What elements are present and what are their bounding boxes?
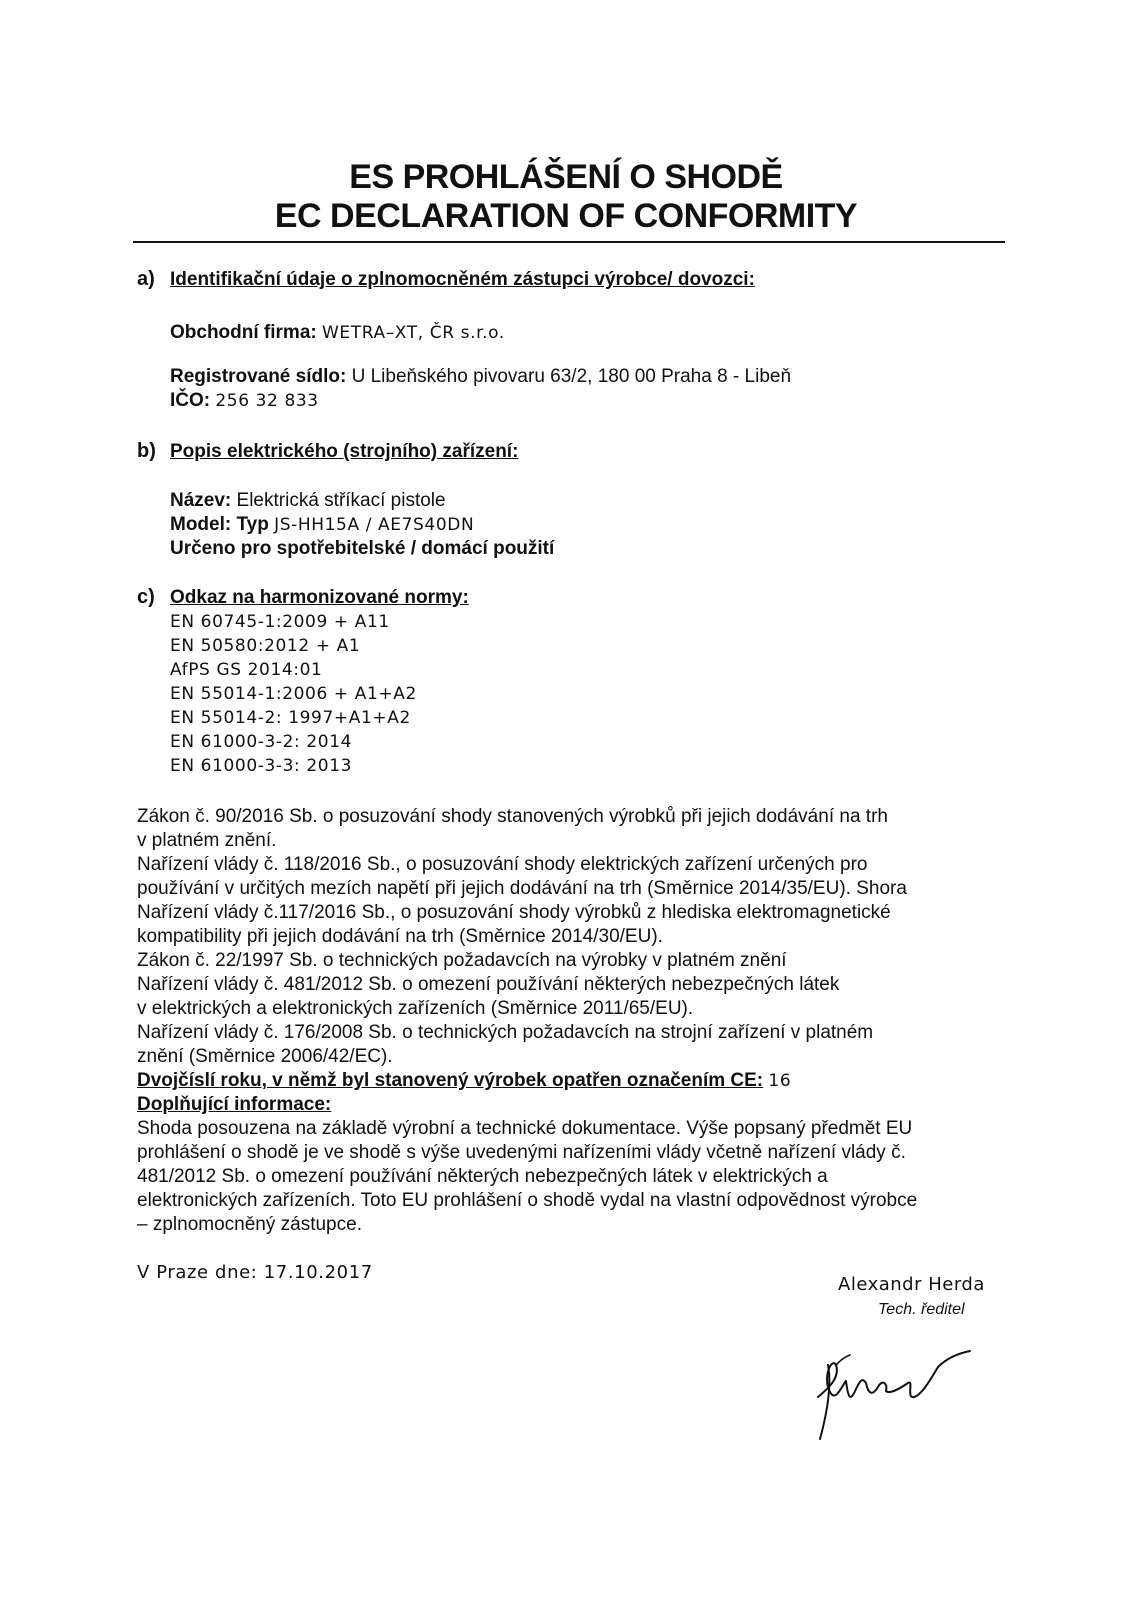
ce-year-line: [137, 1070, 791, 1092]
model-line: [170, 514, 474, 536]
additional-line: Shoda posouzena na základě výrobní a technické dokumentace. Výše popsaný předmět EU: [137, 1118, 913, 1139]
company-label: Obchodní firma:: [170, 322, 317, 343]
legal-line: kompatibility při jejich dodávání na trh (Směrnice 2014/30/EU).: [137, 926, 663, 947]
norm-item: EN 60745-1:2009 + A11: [170, 612, 390, 632]
legal-line: Zákon č. 90/2016 Sb. o posuzování shody stanovených výrobků při jejich dodávání na trh: [137, 806, 888, 827]
seat-value: U Libeňského pivovaru 63/2, 180 00 Praha 8 - Libeň: [351, 366, 792, 387]
additional-line: elektronických zařízeních. Toto EU prohlášení o shodě vydal na vlastní odpovědnost výrobce: [137, 1190, 918, 1211]
name-value: Elektrická stříkací pistole: [236, 490, 446, 511]
signatory-role: Tech. ředitel: [878, 1301, 965, 1318]
legal-line: Nařízení vlády č. 176/2008 Sb. o technických požadavcích na strojní zařízení v platném: [137, 1022, 874, 1043]
ico-label: IČO:: [170, 390, 211, 411]
additional-line: prohlášení o shodě je ve shodě s výše uvedenými nařízeními vlády včetně nařízení vlády č.: [137, 1142, 906, 1163]
legal-line: v platném znění.: [137, 830, 277, 851]
legal-line: Nařízení vlády č. 481/2012 Sb. o omezení používání některých nebezpečných látek: [137, 974, 840, 995]
name-line: [170, 490, 446, 512]
name-label: Název:: [170, 490, 232, 511]
section-b-marker: b): [137, 440, 156, 462]
company-line: [170, 322, 505, 344]
legal-line: znění (Směrnice 2006/42/EC).: [137, 1046, 393, 1067]
norm-item: EN 55014-1:2006 + A1+A2: [170, 684, 417, 704]
section-c-heading: Odkaz na harmonizované normy:: [170, 587, 469, 608]
handwritten-signature: [810, 1337, 980, 1447]
place-date: V Praze dne: 17.10.2017: [137, 1262, 373, 1283]
usage-line: Určeno pro spotřebitelské / domácí použití: [170, 538, 555, 559]
ce-year-value: 16: [768, 1071, 792, 1091]
additional-label: Doplňující informace:: [137, 1094, 332, 1115]
ce-year-label: Dvojčíslí roku, v němž byl stanovený výrobek opatřen označením CE:: [137, 1070, 764, 1091]
section-c-marker: c): [137, 586, 155, 608]
additional-line: – zplnomocněný zástupce.: [137, 1214, 362, 1235]
title-divider: [133, 241, 1005, 243]
legal-line: v elektrických a elektronických zařízeních (Směrnice 2011/65/EU).: [137, 998, 694, 1019]
signatory-name: Alexandr Herda: [838, 1274, 985, 1295]
norm-item: EN 61000-3-2: 2014: [170, 732, 353, 752]
model-label: Model: Typ: [170, 514, 269, 535]
section-a-heading: Identifikační údaje o zplnomocněném zástupci výrobce/ dovozci:: [170, 269, 755, 290]
company-value: WETRA–XT, ČR s.r.o.: [322, 323, 505, 343]
legal-line: používání v určitých mezích napětí při jejich dodávání na trh (Směrnice 2014/35/EU). Shora: [137, 878, 907, 899]
section-b-heading: Popis elektrického (strojního) zařízení:: [170, 441, 519, 462]
ico-value: 256 32 833: [215, 391, 319, 411]
additional-line: 481/2012 Sb. o omezení používání některých nebezpečných látek v elektrických a: [137, 1166, 828, 1187]
ico-line: [170, 390, 319, 412]
norm-item: EN 61000-3-3: 2013: [170, 756, 353, 776]
legal-line: Zákon č. 22/1997 Sb. o technických požadavcích na výrobky v platném znění: [137, 950, 787, 971]
section-a-marker: a): [137, 268, 155, 290]
norm-item: EN 50580:2012 + A1: [170, 636, 361, 656]
seat-label: Registrované sídlo:: [170, 366, 347, 387]
norm-item: EN 55014-2: 1997+A1+A2: [170, 708, 411, 728]
legal-line: Nařízení vlády č. 118/2016 Sb., o posuzování shody elektrických zařízení určených pro: [137, 854, 868, 875]
legal-line: Nařízení vlády č.117/2016 Sb., o posuzování shody výrobků z hlediska elektromagnetické: [137, 902, 891, 923]
norm-item: AfPS GS 2014:01: [170, 660, 323, 680]
document-title-cz: ES PROHLÁŠENÍ O SHODĚ: [349, 158, 783, 196]
model-value: JS-HH15A / AE7S40DN: [274, 515, 475, 535]
document-title-en: EC DECLARATION OF CONFORMITY: [274, 197, 858, 235]
seat-line: [170, 366, 791, 388]
